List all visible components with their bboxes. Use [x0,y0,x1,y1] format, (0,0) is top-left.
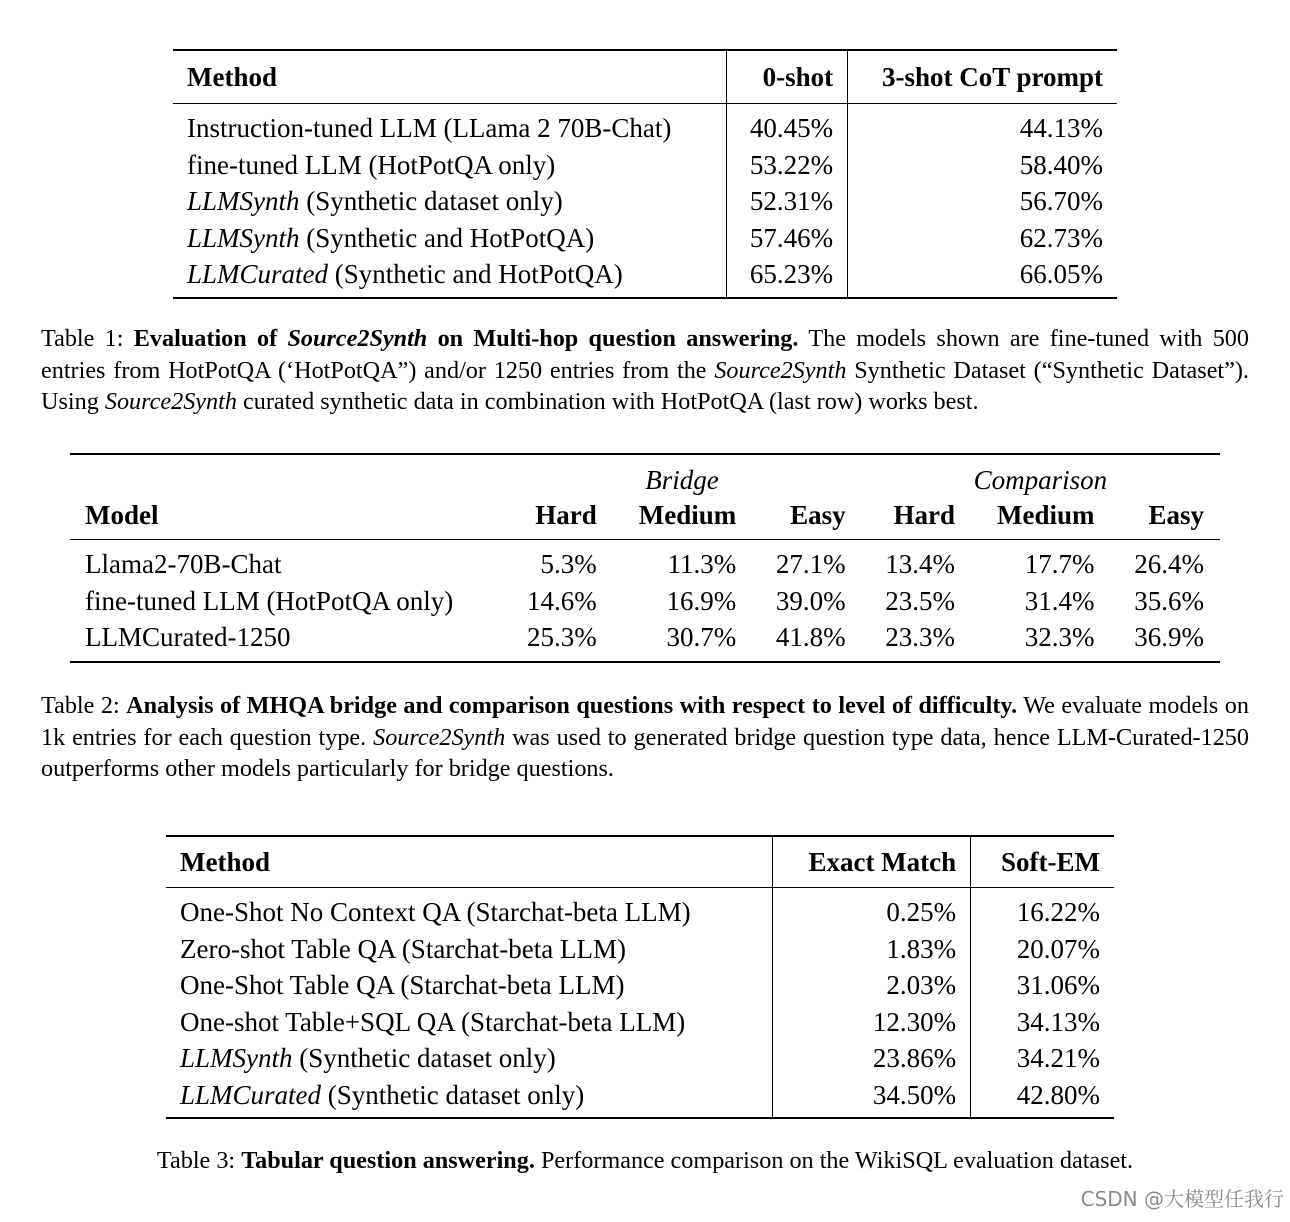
t3-row-name: One-shot Table+SQL QA (Starchat-beta LLM) [166,1004,772,1041]
t3-row-exact-match: 23.86% [772,1040,971,1077]
t2-row-bridge-easy: 41.8% [775,622,846,652]
t1-row-zero: 65.23% [727,256,848,298]
t3-row-soft-em: 42.80% [1016,1079,1100,1110]
t1-header-three-shot: 3-shot CoT prompt [848,50,1117,104]
t3-row-exact-match: 0.25% [772,888,971,931]
t3-row-soft-em: 16.22% [1016,897,1100,927]
t2-header-model: Model [70,497,503,540]
t2-row-bridge-medium: 30.7% [666,622,737,652]
t1-row-name: Instruction-tuned LLM (LLama 2 70B-Chat) [173,104,727,147]
t3-row-name: LLMSynth (Synthetic dataset only) [166,1040,772,1077]
t2-row-model: Llama2-70B-Chat [85,549,282,579]
t2-row-bridge-easy: 27.1% [775,549,846,579]
table-row [166,1004,1114,1041]
t3-row-exact-match: 34.50% [772,1077,971,1119]
table-row [166,888,1114,931]
t2-row-bridge-medium: 16.9% [666,585,737,616]
table-row [166,1040,1114,1077]
table-row [173,104,1117,147]
t2-group-bridge: Bridge [645,465,719,495]
t1-row-name: LLMCurated (Synthetic and HotPotQA) [173,256,727,298]
table-2 [70,453,1220,663]
t2-row-comparison-easy: 36.9% [1134,622,1204,652]
t2-row-comparison-medium: 17.7% [1024,549,1095,579]
table-row [173,183,1117,220]
t2-header-comparison-medium: Medium [971,497,1111,540]
t1-row-zero: 53.22% [727,147,848,184]
t1-row-zero: 57.46% [727,220,848,257]
t2-row-bridge-easy: 39.0% [775,585,846,616]
t2-group-comparison: Comparison [973,465,1108,495]
table-3-header-row [166,836,1114,888]
t1-row-name: fine-tuned LLM (HotPotQA only) [173,147,727,184]
t2-row-bridge-medium: 11.3% [667,549,737,579]
t3-row-exact-match: 1.83% [772,931,971,968]
t2-header-comparison-easy: Easy [1111,497,1220,540]
t2-row-model: fine-tuned LLM (HotPotQA only) [85,585,454,616]
table-1 [173,49,1117,299]
t2-row-model: LLMCurated-1250 [85,622,291,652]
t1-row-three: 62.73% [1019,222,1103,253]
table-2-header-row [70,497,1220,540]
t2-row-bridge-hard: 5.3% [540,549,597,579]
t1-header-method: Method [173,50,727,104]
t2-header-bridge-easy: Easy [752,497,861,540]
table-row [173,256,1117,298]
table-row [70,540,1220,583]
table-2-caption: Table 2: Analysis of MHQA bridge and comparison questions with respect to level of difficulty. We evaluate models on 1k entries for each question type. Source2Synth was used to generated bridge question type data, hence LLM-Curated-1250 outperforms other models particularly for bridge questions. [41,692,1249,783]
t2-row-comparison-easy: 35.6% [1134,585,1204,616]
t3-header-exact-match: Exact Match [772,836,971,888]
t2-row-comparison-hard: 23.5% [885,585,956,616]
t3-row-name: LLMCurated (Synthetic dataset only) [166,1077,772,1119]
t2-row-comparison-hard: 13.4% [885,549,956,579]
t1-row-three: 58.40% [1019,149,1103,180]
t2-header-bridge-hard: Hard [503,497,612,540]
t2-row-bridge-hard: 25.3% [527,622,597,652]
t1-row-zero: 40.45% [727,104,848,147]
t1-row-name: LLMSynth (Synthetic dataset only) [173,183,727,220]
t1-row-three: 44.13% [1019,113,1103,143]
table-row [70,583,1220,620]
t1-header-zero-shot: 0-shot [727,50,848,104]
t2-row-comparison-medium: 31.4% [1024,585,1095,616]
t2-header-bridge-medium: Medium [613,497,753,540]
t3-row-soft-em: 34.21% [1016,1043,1100,1073]
t3-row-name: One-Shot No Context QA (Starchat-beta LLM) [166,888,772,931]
t3-row-soft-em: 34.13% [1016,1006,1100,1037]
t1-row-three: 66.05% [1019,259,1103,289]
table-3 [166,835,1114,1119]
watermark: CSDN @大模型任我行 [1080,1187,1284,1211]
table-row [173,220,1117,257]
table-1-caption: Table 1: Evaluation of Source2Synth on Multi-hop question answering. The models shown are fine-tuned with 500 entries from HotPotQA (‘HotPotQA”) and/or 1250 entries from the Source2Synth Synthetic Dataset (“Synthetic Dataset”). Using Source2Synth curated synthetic data in combination with HotPotQA (last row) works best. [41,325,1249,416]
t1-row-zero: 52.31% [727,183,848,220]
t3-row-exact-match: 12.30% [772,1004,971,1041]
t2-row-bridge-hard: 14.6% [527,585,597,616]
table-2-group-row [70,454,1220,497]
t3-header-soft-em: Soft-EM [971,836,1114,888]
table-row [166,931,1114,968]
table-row [166,967,1114,1004]
table-row [70,619,1220,662]
t1-row-name: LLMSynth (Synthetic and HotPotQA) [173,220,727,257]
table-3-caption: Table 3: Tabular question answering. Performance comparison on the WikiSQL evaluation dataset. [156,1147,1134,1174]
t3-row-soft-em: 31.06% [1016,970,1100,1000]
table-row [166,1077,1114,1119]
t2-row-comparison-medium: 32.3% [1024,622,1095,652]
t2-row-comparison-easy: 26.4% [1134,549,1204,579]
table-row [173,147,1117,184]
t3-row-soft-em: 20.07% [1016,933,1100,964]
t2-row-comparison-hard: 23.3% [885,622,956,652]
t1-row-three: 56.70% [1019,186,1103,216]
t3-header-method: Method [166,836,772,888]
t3-row-name: Zero-shot Table QA (Starchat-beta LLM) [166,931,772,968]
t3-row-exact-match: 2.03% [772,967,971,1004]
t2-header-comparison-hard: Hard [862,497,971,540]
t3-row-name: One-Shot Table QA (Starchat-beta LLM) [166,967,772,1004]
table-1-header-row [173,50,1117,104]
